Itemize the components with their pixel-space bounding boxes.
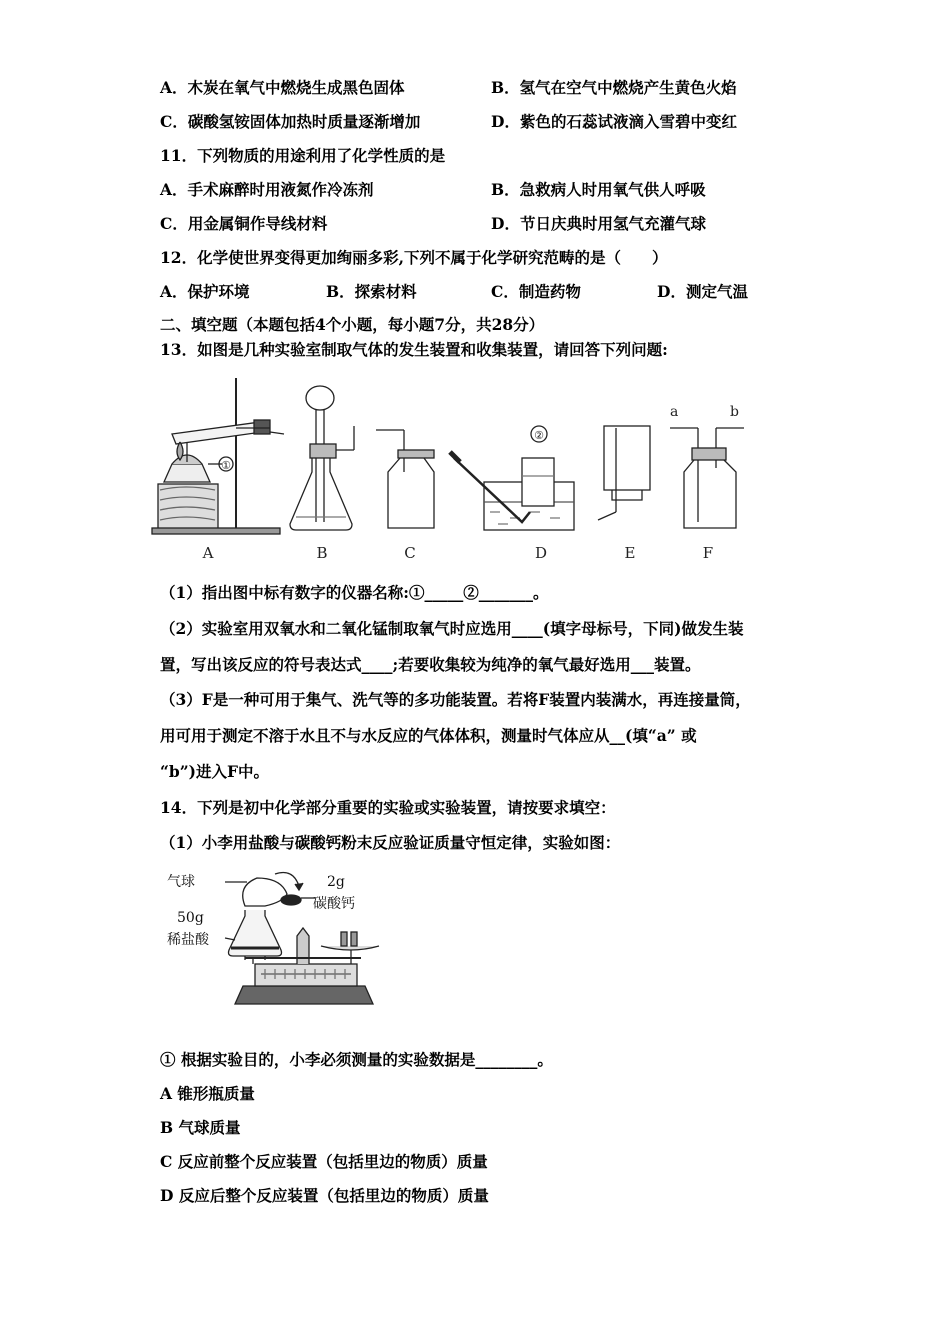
q10-option-b: B．氢气在空气中燃烧产生黄色火焰: [491, 78, 737, 97]
q11-stem: 11．下列物质的用途利用了化学性质的是: [160, 146, 446, 165]
label-d: D: [534, 544, 548, 562]
q14-option-a: A 锥形瓶质量: [160, 1084, 255, 1103]
apparatus-c: [376, 430, 434, 528]
gas-apparatus-figure: [150, 372, 770, 572]
label-caco3: 碳酸钙: [313, 896, 355, 912]
q11-option-a: A．手术麻醉时用液氮作冷冻剂: [160, 180, 374, 199]
label-e: E: [624, 544, 636, 562]
tube-a-label: a: [670, 404, 679, 420]
q12-option-c: C．制造药物: [491, 282, 581, 301]
apparatus-a: [152, 378, 284, 534]
q14-option-d: D 反应后整个反应装置（包括里边的物质）质量: [160, 1186, 489, 1205]
label-2g: 2g: [327, 874, 345, 890]
label-balloon: 气球: [167, 874, 195, 890]
q13-part3-line3: “b”)进入F中。: [160, 762, 270, 781]
q13-part3-line1: （3）F是一种可用于集气、洗气等的多功能装置。若将F装置内装满水，再连接量筒，: [160, 690, 751, 709]
marker-1: ①: [221, 459, 231, 472]
apparatus-e: [598, 426, 650, 520]
q12-option-a: A．保护环境: [160, 282, 250, 301]
q10-option-a: A．木炭在氧气中燃烧生成黑色固体: [160, 78, 405, 97]
q13-part2-line1: （2）实验室用双氧水和二氧化锰制取氧气时应选用____(填字母标号，下同)做发生装: [160, 619, 744, 638]
q14-stem: 14．下列是初中化学部分重要的实验或实验装置，请按要求填空：: [160, 798, 616, 817]
q11-option-d: D．节日庆典时用氢气充灌气球: [491, 214, 706, 233]
label-c: C: [404, 544, 416, 562]
apparatus-f: [670, 404, 744, 528]
q13-part1: （1）指出图中标有数字的仪器名称:①_____②_______。: [160, 583, 549, 602]
q14-part1: （1）小李用盐酸与碳酸钙粉末反应验证质量守恒定律，实验如图：: [160, 833, 621, 852]
apparatus-b: [290, 386, 354, 530]
label-a: A: [202, 544, 214, 562]
marker-2: ②: [534, 429, 544, 442]
q12-option-d: D．测定气温: [657, 282, 748, 301]
q13-stem: 13．如图是几种实验室制取气体的发生装置和收集装置，请回答下列问题:: [160, 340, 668, 359]
q10-option-c: C．碳酸氢铵固体加热时质量逐渐增加: [160, 112, 421, 131]
q13-part3-line2: 用可用于测定不溶于水且不与水反应的气体体积，测量时气体应从__(填“a” 或: [160, 726, 697, 745]
q12-stem: 12．化学使世界变得更加绚丽多彩,下列不属于化学研究范畴的是（ ）: [160, 248, 668, 267]
q10-option-d: D．紫色的石蕊试液滴入雪碧中变红: [491, 112, 737, 131]
label-hcl: 稀盐酸: [167, 932, 209, 948]
label-b: B: [316, 544, 328, 562]
q14-option-b: B 气球质量: [160, 1118, 241, 1137]
q12-option-b: B．探索材料: [326, 282, 417, 301]
q14-subquestion-1: ① 根据实验目的，小李必须测量的实验数据是________。: [160, 1050, 553, 1069]
label-f: F: [702, 544, 714, 562]
q13-part2-line2: 置，写出该反应的符号表达式____;若要收集较为纯净的氧气最好选用___装置。: [160, 655, 701, 674]
q11-option-c: C．用金属铜作导线材料: [160, 214, 328, 233]
apparatus-d: [450, 426, 574, 530]
tube-b-label: b: [730, 404, 739, 420]
label-50g: 50g: [177, 910, 204, 926]
section-heading: 二、填空题（本题包括4个小题，每小题7分，共28分）: [160, 315, 545, 334]
q11-option-b: B．急救病人时用氧气供人呼吸: [491, 180, 706, 199]
balance-figure: [165, 866, 375, 1014]
q14-option-c: C 反应前整个反应装置（包括里边的物质）质量: [160, 1152, 488, 1171]
